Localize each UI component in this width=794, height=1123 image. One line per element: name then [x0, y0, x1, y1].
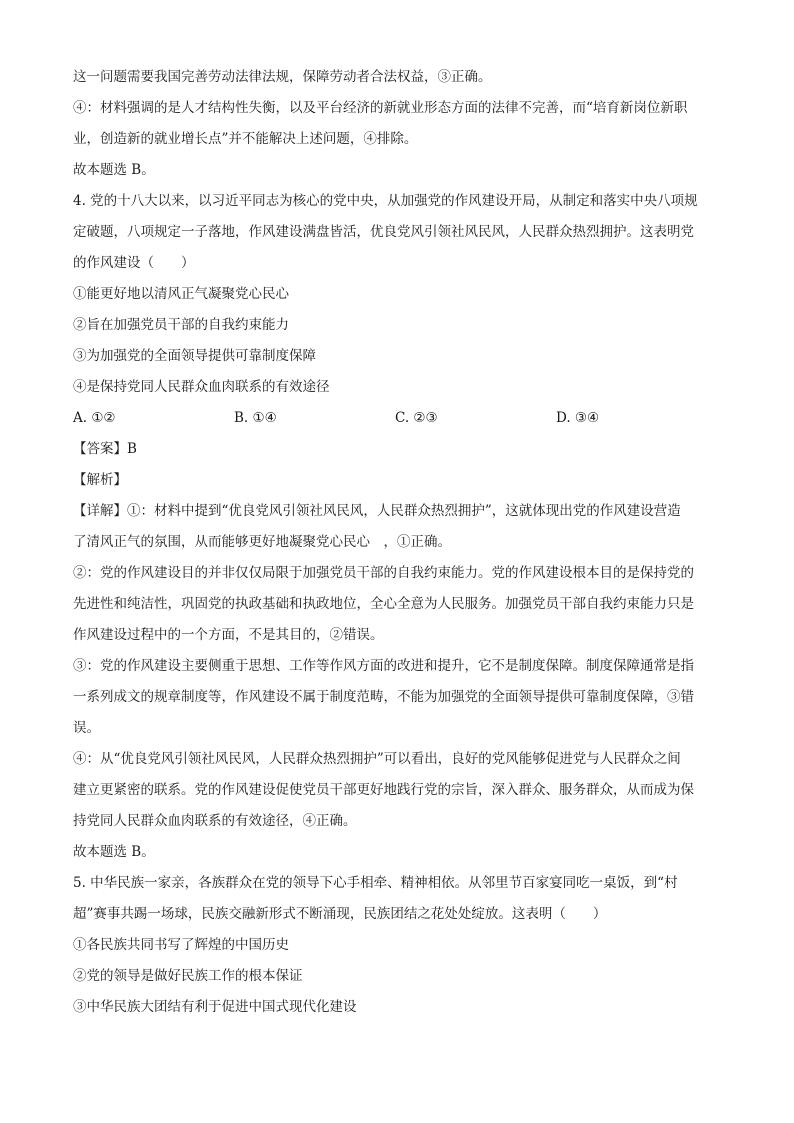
- text-line: 业，创造新的就业增长点”并不能解决上述问题，④排除。: [73, 131, 418, 147]
- statement-item: ③为加强党的全面领导提供可靠制度保障: [73, 348, 316, 364]
- answer-label: 【答案】B: [73, 441, 137, 457]
- question-5-stem: 超”赛事共踢一场球，民族交融新形式不断涌现，民族团结之花处处绽放。这表明（ ）: [73, 906, 607, 922]
- explanation-line: ③：党的作风建设主要侧重于思想、工作等作风方面的改进和提升，它不是制度保障。制度保障通常是指: [73, 658, 694, 674]
- explanation-line: 建立更紧密的联系。党的作风建设促使党员干部更好地践行党的宗旨，深入群众、服务群众，从而成为保: [73, 782, 694, 798]
- explanation-line: 一系列成文的规章制度等，作风建设不属于制度范畴，不能为加强党的全面领导提供可靠制度保障，③错: [73, 689, 694, 705]
- statement-item: ③中华民族大团结有利于促进中国式现代化建设: [73, 999, 357, 1015]
- statement-item: ①能更好地以清风正气凝聚党心民心: [73, 286, 289, 302]
- option-d: D. ③④: [556, 410, 600, 426]
- statement-item: ②党的领导是做好民族工作的根本保证: [73, 968, 303, 984]
- question-5-stem: 5. 中华民族一家亲，各族群众在党的领导下心手相牵、精神相依。从邻里节百家宴同吃一桌饭，到“村: [73, 875, 678, 891]
- statement-item: ①各民族共同书写了辉煌的中国历史: [73, 937, 289, 953]
- explanation-line: ④：从“优良党风引领社风民风，人民群众热烈拥护”可以看出，良好的党风能够促进党与人民群众之间: [73, 751, 681, 767]
- text-line: 故本题选 B。: [73, 844, 155, 860]
- explanation-line: 【详解】①：材料中提到“优良党风引领社风民风，人民群众热烈拥护”，这就体现出党的作风建设营造: [73, 503, 681, 519]
- document-page: [73, 62, 723, 1023]
- text-line: 故本题选 B。: [73, 162, 155, 178]
- explanation-line: 先进性和纯洁性，巩固党的执政基础和执政地位，全心全意为人民服务。加强党员干部自我约束能力只是: [73, 596, 694, 612]
- option-c: C. ②③: [395, 410, 438, 426]
- statement-item: ④是保持党同人民群众血肉联系的有效途径: [73, 379, 330, 395]
- explanation-line: 作风建设过程中的一个方面，不是其目的，②错误。: [73, 627, 384, 643]
- text-line: ④：材料强调的是人才结构性失衡，以及平台经济的新就业形态方面的法律不完善，而“培育新岗位新职: [73, 100, 688, 116]
- statement-item: ②旨在加强党员干部的自我约束能力: [73, 317, 289, 333]
- question-4-stem: 4. 党的十八大以来，以习近平同志为核心的党中央，从加强党的作风建设开局，从制定和落实中央八项规: [73, 193, 698, 209]
- explanation-line: ②：党的作风建设目的并非仅仅局限于加强党员干部的自我约束能力。党的作风建设根本目的是保持党的: [73, 565, 694, 581]
- question-4-stem: 的作风建设（ ）: [73, 255, 195, 271]
- question-4-stem: 定破题，八项规定一子落地，作风建设满盘皆活，优良党风引领社风民风，人民群众热烈拥护。这表明党: [73, 224, 694, 240]
- explanation-line: 了清风正气的氛围，从而能够更好地凝聚党心民心 ，①正确。: [73, 534, 451, 550]
- answer-options: [73, 403, 723, 434]
- option-a: A. ①②: [73, 410, 116, 426]
- explanation-line: 误。: [73, 720, 100, 736]
- text-line: 这一问题需要我国完善劳动法律法规，保障劳动者合法权益，③正确。: [73, 69, 492, 85]
- option-b: B. ①④: [234, 410, 277, 426]
- analysis-label: 【解析】: [73, 472, 127, 488]
- explanation-line: 持党同人民群众血肉联系的有效途径，④正确。: [73, 813, 357, 829]
